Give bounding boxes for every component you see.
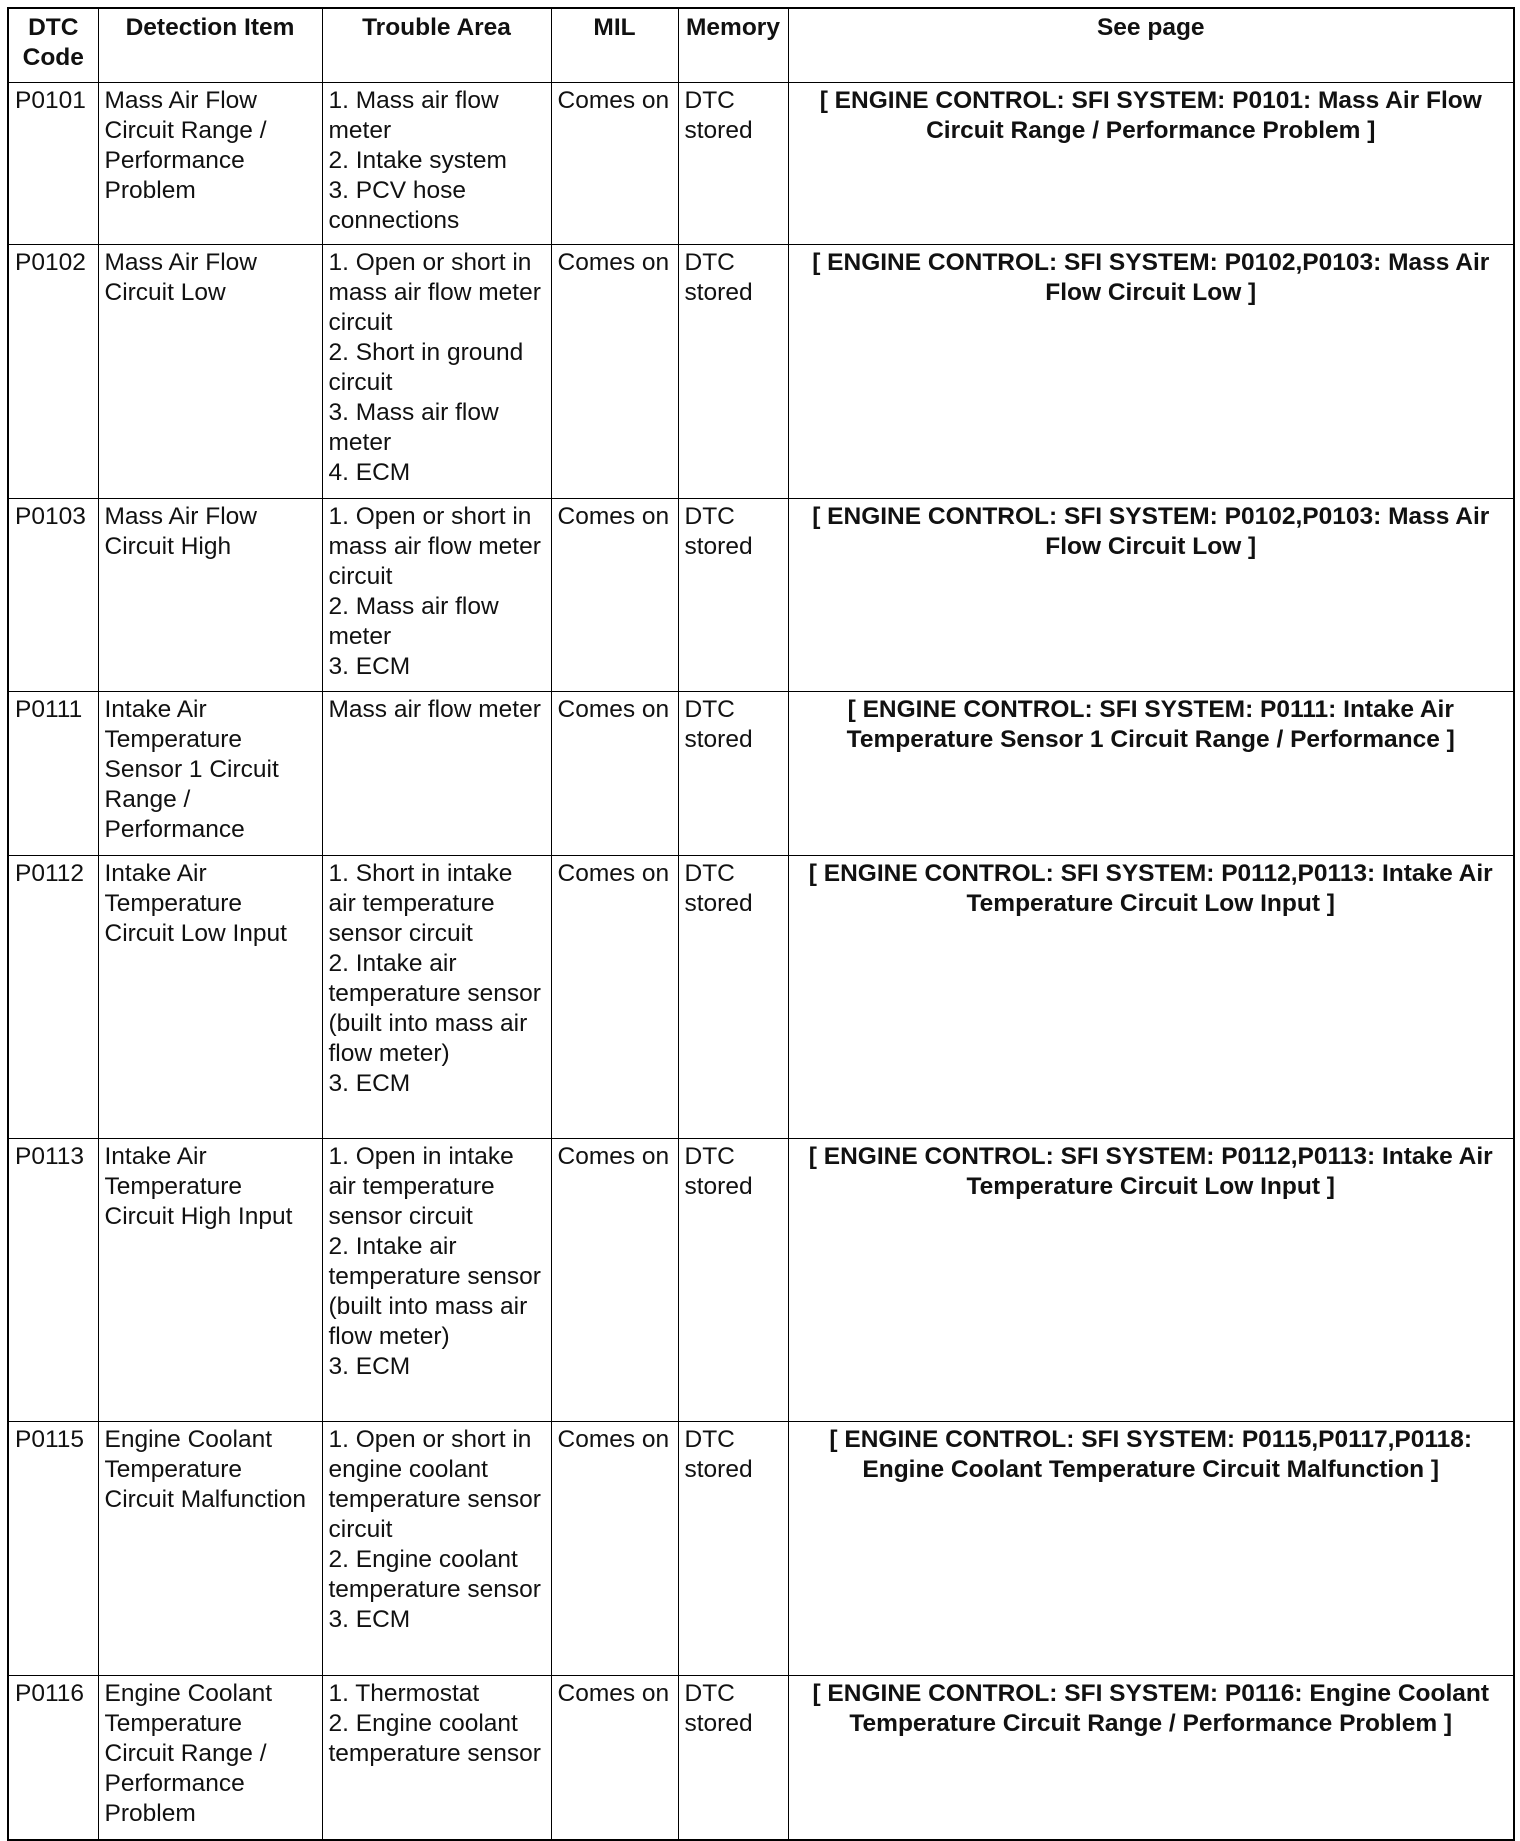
memory-cell: DTC stored	[678, 83, 788, 245]
trouble-area-line: 3. ECM	[328, 1070, 411, 1097]
trouble-area-cell	[322, 499, 551, 692]
table-row	[8, 83, 1514, 245]
dtc-code-cell: P0115	[8, 1422, 98, 1676]
trouble-area-cell	[322, 856, 551, 1139]
see-page-reference: [ ENGINE CONTROL: SFI SYSTEM: P0101: Mass Air Flow Circuit Range / Performance Problem ]	[788, 83, 1514, 245]
trouble-area-line: 2. Engine coolant temperature sensor	[328, 1546, 541, 1603]
detection-item-cell: Engine Coolant Temperature Circuit Range / Performance Problem	[98, 1676, 322, 1840]
mil-cell: Comes on	[551, 1676, 678, 1840]
mil-cell: Comes on	[551, 499, 678, 692]
trouble-area-line: 1. Open or short in mass air flow meter circuit	[328, 249, 541, 336]
table-row	[8, 1139, 1514, 1422]
detection-item-cell: Intake Air Temperature Circuit High Input	[98, 1139, 322, 1422]
trouble-area-line: 2. Intake system	[328, 147, 507, 174]
header-dtc-code: DTC Code	[8, 8, 98, 83]
table-row	[8, 245, 1514, 499]
trouble-area-line: 4. ECM	[328, 459, 411, 486]
table-row	[8, 499, 1514, 692]
trouble-area-line: 3. ECM	[328, 1353, 411, 1380]
table-header	[8, 8, 1514, 83]
memory-cell: DTC stored	[678, 856, 788, 1139]
trouble-area-line: 1. Open or short in mass air flow meter circuit	[328, 503, 541, 590]
trouble-area-line: 1. Open in intake air temperature sensor circuit	[328, 1143, 514, 1230]
mil-cell: Comes on	[551, 83, 678, 245]
memory-cell: DTC stored	[678, 499, 788, 692]
trouble-area-line: 3. ECM	[328, 1606, 411, 1633]
trouble-area-line: 3. PCV hose connections	[328, 177, 467, 234]
see-page-reference: [ ENGINE CONTROL: SFI SYSTEM: P0111: Intake Air Temperature Sensor 1 Circuit Range / Performance ]	[788, 692, 1514, 856]
mil-cell: Comes on	[551, 1139, 678, 1422]
mil-cell: Comes on	[551, 692, 678, 856]
detection-item-cell: Mass Air Flow Circuit High	[98, 499, 322, 692]
detection-item-cell: Mass Air Flow Circuit Range / Performance Problem	[98, 83, 322, 245]
dtc-code-cell: P0112	[8, 856, 98, 1139]
trouble-area-line: 3. Mass air flow meter	[328, 399, 499, 456]
mil-cell: Comes on	[551, 1422, 678, 1676]
table-body	[8, 83, 1514, 1840]
table-row	[8, 692, 1514, 856]
see-page-reference: [ ENGINE CONTROL: SFI SYSTEM: P0102,P0103: Mass Air Flow Circuit Low ]	[788, 245, 1514, 499]
see-page-reference: [ ENGINE CONTROL: SFI SYSTEM: P0115,P0117,P0118: Engine Coolant Temperature Circuit Malfunction ]	[788, 1422, 1514, 1676]
memory-cell: DTC stored	[678, 1139, 788, 1422]
detection-item-cell: Engine Coolant Temperature Circuit Malfunction	[98, 1422, 322, 1676]
see-page-reference: [ ENGINE CONTROL: SFI SYSTEM: P0112,P0113: Intake Air Temperature Circuit Low Input ]	[788, 1139, 1514, 1422]
trouble-area-line: 2. Engine coolant temperature sensor	[328, 1710, 541, 1767]
header-trouble-area: Trouble Area	[322, 8, 551, 83]
memory-cell: DTC stored	[678, 1422, 788, 1676]
trouble-area-cell	[322, 83, 551, 245]
trouble-area-line: 2. Intake air temperature sensor (built into mass air flow meter)	[328, 950, 541, 1067]
dtc-table	[7, 7, 1515, 1841]
see-page-reference: [ ENGINE CONTROL: SFI SYSTEM: P0116: Engine Coolant Temperature Circuit Range / Performance Problem ]	[788, 1676, 1514, 1840]
trouble-area-line: 1. Open or short in engine coolant temperature sensor circuit	[328, 1426, 541, 1543]
memory-cell: DTC stored	[678, 692, 788, 856]
dtc-code-cell: P0101	[8, 83, 98, 245]
trouble-area-line: 3. ECM	[328, 653, 411, 680]
dtc-code-cell: P0102	[8, 245, 98, 499]
see-page-reference: [ ENGINE CONTROL: SFI SYSTEM: P0102,P0103: Mass Air Flow Circuit Low ]	[788, 499, 1514, 692]
dtc-code-cell: P0103	[8, 499, 98, 692]
dtc-code-cell: P0113	[8, 1139, 98, 1422]
trouble-area-line: 2. Short in ground circuit	[328, 339, 524, 396]
header-mil: MIL	[551, 8, 678, 83]
mil-cell: Comes on	[551, 856, 678, 1139]
header-detection-item: Detection Item	[98, 8, 322, 83]
trouble-area-line: 2. Mass air flow meter	[328, 593, 499, 650]
header-row	[8, 8, 1514, 83]
table-row	[8, 856, 1514, 1139]
trouble-area-cell	[322, 1422, 551, 1676]
trouble-area-line: 1. Short in intake air temperature sensor circuit	[328, 860, 513, 947]
dtc-code-cell: P0111	[8, 692, 98, 856]
trouble-area-line: 2. Intake air temperature sensor (built into mass air flow meter)	[328, 1233, 541, 1350]
trouble-area-line: 1. Thermostat	[328, 1680, 480, 1707]
trouble-area-cell	[322, 692, 551, 856]
dtc-code-cell: P0116	[8, 1676, 98, 1840]
mil-cell: Comes on	[551, 245, 678, 499]
detection-item-cell: Intake Air Temperature Sensor 1 Circuit Range / Performance	[98, 692, 322, 856]
trouble-area-cell	[322, 245, 551, 499]
trouble-area-line: Mass air flow meter	[328, 696, 541, 723]
table-row	[8, 1676, 1514, 1840]
trouble-area-line: 1. Mass air flow meter	[328, 87, 499, 144]
detection-item-cell: Intake Air Temperature Circuit Low Input	[98, 856, 322, 1139]
header-memory: Memory	[678, 8, 788, 83]
memory-cell: DTC stored	[678, 245, 788, 499]
trouble-area-cell	[322, 1139, 551, 1422]
detection-item-cell: Mass Air Flow Circuit Low	[98, 245, 322, 499]
table-row	[8, 1422, 1514, 1676]
see-page-reference: [ ENGINE CONTROL: SFI SYSTEM: P0112,P0113: Intake Air Temperature Circuit Low Input ]	[788, 856, 1514, 1139]
header-see-page: See page	[788, 8, 1514, 83]
memory-cell: DTC stored	[678, 1676, 788, 1840]
trouble-area-cell	[322, 1676, 551, 1840]
